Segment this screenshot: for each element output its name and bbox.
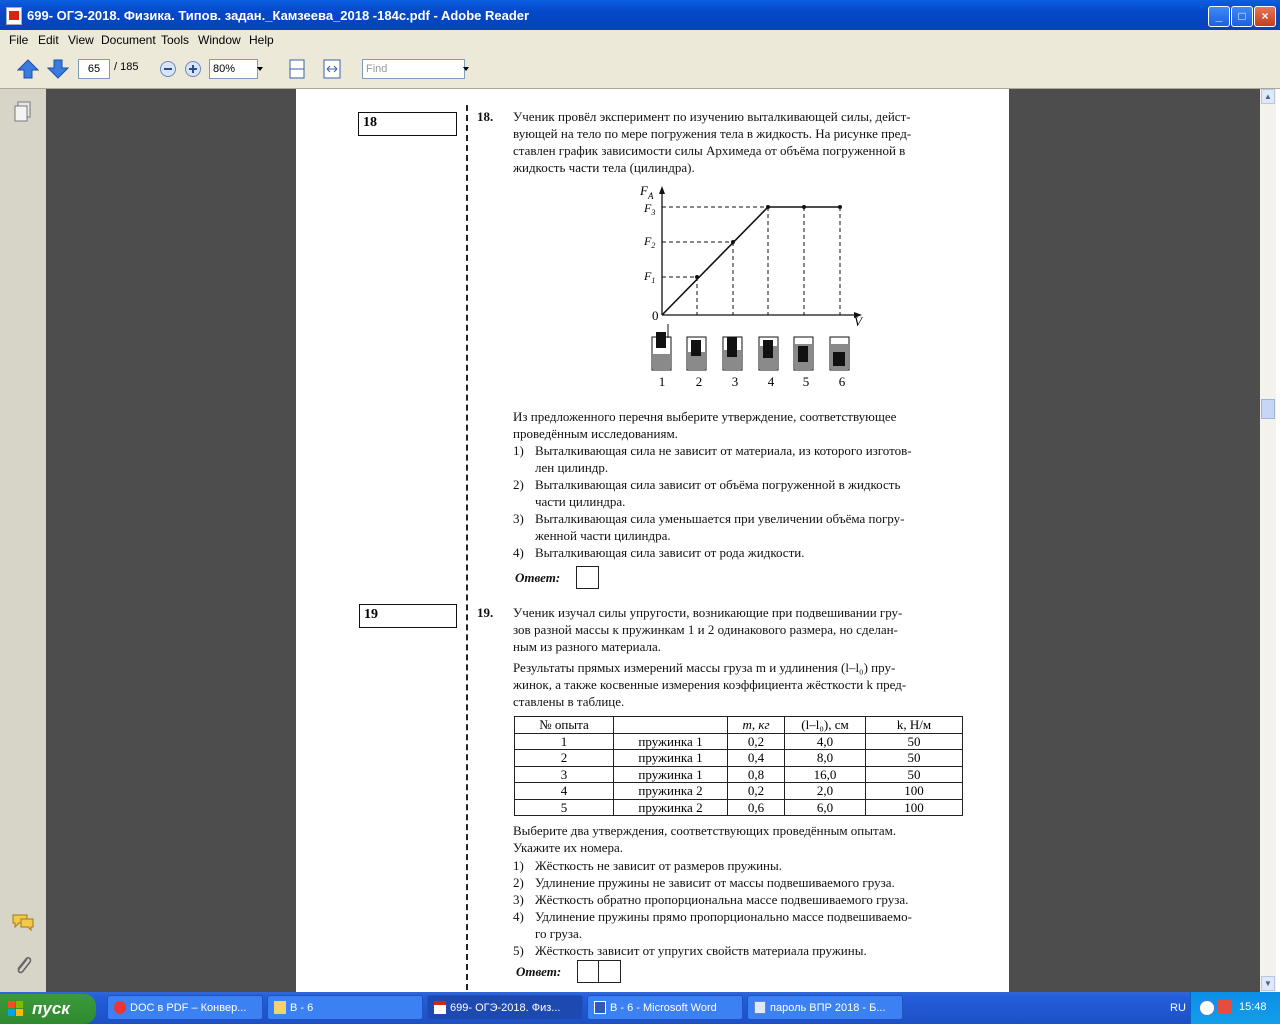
option-number: 3) [513,892,524,907]
table-header-cell: m, кг [728,717,785,734]
menu-help[interactable]: Help [249,33,274,47]
tray-expand-icon[interactable] [1199,1000,1215,1016]
taskbar [0,992,1280,1024]
vessel-label: 4 [767,374,775,389]
zoom-in-icon[interactable] [185,61,201,77]
option-number: 4) [513,545,524,560]
tick-f1: $F_1$ [644,269,656,285]
option-text: Удлинение пружины не зависит от массы подвешиваемого груза. [535,875,895,890]
archimedes-force-graph [620,180,880,395]
task-19-number: 19. [477,605,494,620]
vessel-label: 1 [658,374,666,389]
vessel-label: 3 [731,374,739,389]
language-indicator[interactable]: RU [1170,1002,1186,1014]
table-cell: пружинка 1 [614,766,728,783]
task-19-text-line: Результаты прямых измерений массы груза m и удлинения (l–l₀) пру- [513,660,896,675]
attachments-icon[interactable] [12,953,34,977]
table-cell: 6,0 [785,799,866,816]
option-number: 1) [513,443,524,458]
task-19-text-line: зов разной массы к пружинкам 1 и 2 одинакового размера, но сделан- [513,622,898,637]
force-curve [662,207,840,315]
margin-divider [466,105,468,990]
table-cell: 2,0 [785,783,866,800]
window-title: 699- ОГЭ-2018. Физика. Типов. задан._Камзеева_2018 -184с.pdf - Adobe Reader [27,8,530,23]
table-cell: 16,0 [785,766,866,783]
table-cell: пружинка 1 [614,750,728,767]
menu-document[interactable]: Document [101,33,156,47]
document-icon [754,1001,766,1014]
navigation-pane [0,89,47,992]
answer-box [577,960,600,983]
table-row [515,799,963,816]
system-tray [1190,992,1280,1024]
table-row [515,750,963,767]
answer-label: Ответ: [516,964,562,979]
task-18-number: 18. [477,109,494,124]
menu-bar [0,30,1280,50]
task-19-text-line: жинок, а также косвенные измерения коэффициента жёсткости k пред- [513,677,907,692]
zoom-out-icon[interactable] [160,61,176,77]
adobe-reader-icon [6,7,22,25]
table-header-cell: (l–l₀), см [785,717,866,734]
option-number: 3) [513,511,524,526]
taskbar-item-folder[interactable]: В - 6 [267,995,423,1020]
table-cell: 50 [866,750,963,767]
menu-edit[interactable]: Edit [38,33,59,47]
option-number: 1) [513,858,524,873]
menu-view[interactable]: View [68,33,94,47]
answer-box [576,566,599,589]
table-cell: 100 [866,799,963,816]
vessel-2-icon [687,337,706,370]
zoom-dropdown-icon[interactable] [257,67,263,71]
option-text: Жёсткость зависит от упругих свойств материала пружины. [535,943,867,958]
option-text: Жёсткость не зависит от размеров пружины. [535,858,782,873]
table-header-cell [614,717,728,734]
task-18-text-line: жидкость части тела (цилиндра). [513,160,695,175]
page-total: / 185 [114,61,139,73]
vessel-label: 2 [695,374,703,389]
fit-width-icon[interactable] [321,58,343,80]
table-cell: пружинка 2 [614,799,728,816]
table-header-row [515,717,963,734]
start-button[interactable]: пуск [0,994,96,1024]
zoom-level-input[interactable]: 80% [209,59,258,79]
vertical-scrollbar[interactable] [1260,89,1276,992]
table-cell: 2 [515,750,614,767]
task-18-question: Из предложенного перечня выберите утверждение, соответствующее [513,409,897,424]
option-number: 4) [513,909,524,924]
task-number-box-19: 19 [359,604,457,628]
tick-f2: $F_2$ [644,234,656,250]
answer-box [598,960,621,983]
vessel-label: 5 [802,374,810,389]
table-cell: 1 [515,733,614,750]
menu-file[interactable]: File [9,33,29,47]
option-number: 5) [513,943,524,958]
antivirus-icon[interactable] [1218,1000,1232,1014]
y-axis-arrow-icon [659,186,665,194]
measurements-table [514,716,963,816]
option-text: Выталкивающая сила зависит от объёма погруженной в жидкость [535,477,901,492]
taskbar-item-doc-to-pdf[interactable]: DOC в PDF – Конвер... [107,995,263,1020]
pdf-icon [434,1001,446,1014]
table-cell: 3 [515,766,614,783]
page-number-input[interactable]: 65 [78,59,110,79]
table-cell: 0,2 [728,733,785,750]
table-header-cell: k, Н/м [866,717,963,734]
table-cell: 8,0 [785,750,866,767]
option-text: части цилиндра. [535,494,626,509]
scroll-up-icon[interactable]: ▲ [1261,89,1275,104]
close-button[interactable]: × [1254,6,1276,27]
option-text: лен цилиндр. [535,460,609,475]
vessel-5-icon [794,337,813,370]
table-cell: 0,4 [728,750,785,767]
title-bar [0,0,1280,30]
taskbar-item-adobe-reader[interactable]: 699- ОГЭ-2018. Физ... [427,995,583,1020]
scroll-down-icon[interactable]: ▼ [1261,976,1275,991]
option-text: Выталкивающая сила уменьшается при увеличении объёма погру- [535,511,905,526]
task-number-box-18: 18 [358,112,457,136]
task-18-question: проведённым исследованиям. [513,426,678,441]
find-dropdown-icon[interactable] [463,67,469,71]
pages-icon[interactable] [13,101,33,123]
minimize-button[interactable]: _ [1208,6,1230,27]
option-text: женной части цилиндра. [535,528,671,543]
menu-tools[interactable]: Tools [161,33,190,47]
option-text: го груза. [535,926,583,941]
table-row [515,766,963,783]
folder-icon [274,1001,286,1014]
option-text: Жёсткость обратно пропорциональна массе подвешиваемого груза. [535,892,909,907]
origin-label: 0 [652,308,659,323]
table-row [515,783,963,800]
tick-f3: $F_3$ [644,201,656,217]
option-text: Выталкивающая сила зависит от рода жидкости. [535,545,805,560]
scroll-thumb[interactable] [1261,399,1275,419]
table-cell: пружинка 1 [614,733,728,750]
maximize-button[interactable]: □ [1231,6,1253,27]
vessels [652,324,849,370]
table-cell: 50 [866,766,963,783]
table-cell: 4 [515,783,614,800]
task-18-text-line: ставлен график зависимости силы Архимеда от объёма погруженной в [513,143,906,158]
option-number: 2) [513,875,524,890]
table-cell: 100 [866,783,963,800]
previous-page-icon[interactable] [17,58,39,80]
task-19-text-line: Ученик изучал силы упругости, возникающие при подвешивании гру- [513,605,903,620]
vessel-3-icon [723,337,742,370]
menu-window[interactable]: Window [198,33,241,47]
word-icon [594,1001,606,1014]
vessel-label: 6 [838,374,846,389]
find-input[interactable]: Find [362,59,465,79]
windows-logo-icon [8,1001,24,1017]
x-axis-label: V [854,314,862,329]
taskbar-item-word[interactable]: В - 6 - Microsoft Word [587,995,743,1020]
table-cell: 5 [515,799,614,816]
task-19-question: Выберите два утверждения, соответствующих проведённым опытам. [513,823,897,838]
task-19-question: Укажите их номера. [513,840,624,855]
table-cell: пружинка 2 [614,783,728,800]
table-cell: 0,2 [728,783,785,800]
table-cell: 0,6 [728,799,785,816]
table-row [515,733,963,750]
vessel-4-icon [759,337,778,370]
task-18-text-line: вующей на тело по мере погружения тела в жидкость. На рисунке пред- [513,126,912,141]
fit-page-icon[interactable] [286,58,308,80]
clock: 15:48 [1239,1001,1267,1013]
comments-icon[interactable] [11,912,35,932]
table-cell: 0,8 [728,766,785,783]
option-number: 2) [513,477,524,492]
task-19-text-line: ставлены в таблице. [513,694,625,709]
vessel-1-icon [652,324,671,370]
task-18-text-line: Ученик провёл эксперимент по изучению выталкивающей силы, дейст- [513,109,911,124]
vessel-6-icon [830,337,849,370]
task-19-text-line: ным из разного материала. [513,639,662,654]
taskbar-item-password-doc[interactable]: пароль ВПР 2018 - Б... [747,995,903,1020]
table-header-cell: № опыта [515,717,614,734]
option-text: Удлинение пружины прямо пропорционально массе подвешиваемо- [535,909,912,924]
y-axis-label: $F_A$ [640,183,654,201]
option-text: Выталкивающая сила не зависит от материала, из которого изготов- [535,443,912,458]
answer-label: Ответ: [515,570,561,585]
next-page-icon[interactable] [47,58,69,80]
yandex-browser-icon [114,1001,126,1014]
table-cell: 50 [866,733,963,750]
table-cell: 4,0 [785,733,866,750]
